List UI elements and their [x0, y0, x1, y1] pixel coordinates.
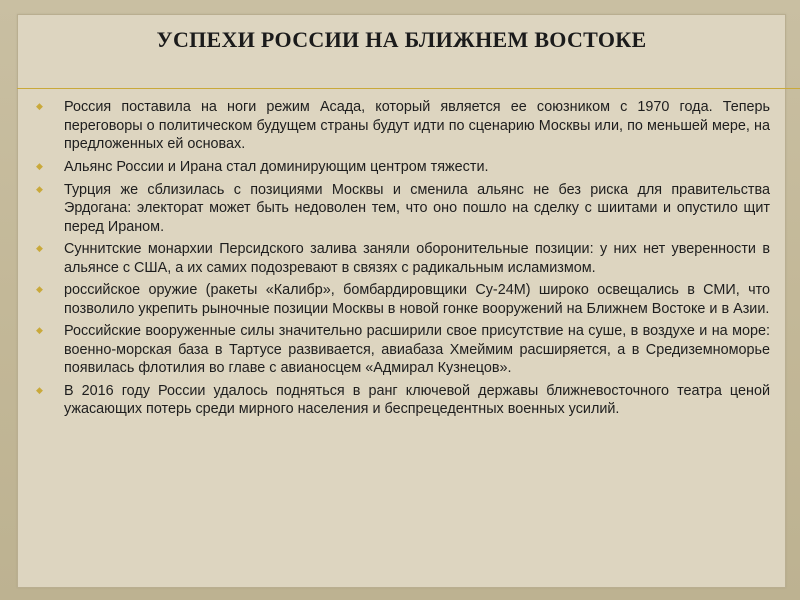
bullet-item — [36, 281, 770, 318]
bullet-text: Российские вооруженные силы значительно расширили свое присутствие на суше, в воздухе и на море: военно-морская база в Тартусе развивается, авиабаза Хмеймим расширяется, а в Средиземноморье появилась флотилия во главе с авианосцем «Адмирал Кузнецов». — [64, 323, 770, 376]
bullet-text: В 2016 году России удалось подняться в ранг ключевой державы ближневосточного театра ценой ужасающих потерь среди мирного населения и беспрецедентных военных усилий. — [64, 382, 770, 417]
diamond-bullet-icon: ◆ — [36, 161, 43, 172]
bullet-text: Альянс России и Ирана стал доминирующим центром тяжести. — [64, 158, 489, 175]
bullet-text: российское оружие (ракеты «Калибр», бомбардировщики Су-24М) широко освещались в СМИ, что позволило укрепить рыночные позиции Москвы в новой гонке вооружений на Ближнем Востоке и в Азии. — [64, 282, 770, 317]
diamond-bullet-icon: ◆ — [36, 244, 43, 254]
bullet-item — [36, 382, 770, 419]
slide-title: УСПЕХИ РОССИИ НА БЛИЖНЕМ ВОСТОКЕ — [156, 27, 647, 52]
diamond-bullet-icon: ◆ — [36, 285, 43, 295]
diamond-bullet-icon: ◆ — [36, 385, 43, 396]
diamond-bullet-icon: ◆ — [36, 184, 43, 195]
bullet-item — [36, 98, 770, 154]
bullet-item — [36, 181, 770, 237]
title-divider — [17, 88, 800, 89]
bullet-text: Россия поставила на ноги режим Асада, который является ее союзником с 1970 года. Теперь переговоры о политическом будущем страны будут идти по сценарию Москвы или, по меньшей мере, на предложенных ей основах. — [64, 99, 770, 152]
bullet-item — [36, 158, 770, 177]
bullet-text: Турция же сблизилась с позициями Москвы и сменила альянс не без риска для правительства Эрдогана: электорат может быть недоволен тем, что оно пошло на сделку с шиитами и опустило щит перед Ираном. — [64, 181, 770, 235]
bullet-item — [36, 322, 770, 378]
bullet-text: Суннитские монархии Персидского залива заняли оборонительные позиции: у них нет уверенности в альянсе с США, а их самих подозревают в связях с радикальным исламизмом. — [64, 241, 770, 276]
diamond-bullet-icon: ◆ — [36, 326, 43, 336]
diamond-bullet-icon: ◆ — [36, 102, 43, 112]
bullet-list — [36, 98, 770, 423]
bullet-item — [36, 240, 770, 277]
